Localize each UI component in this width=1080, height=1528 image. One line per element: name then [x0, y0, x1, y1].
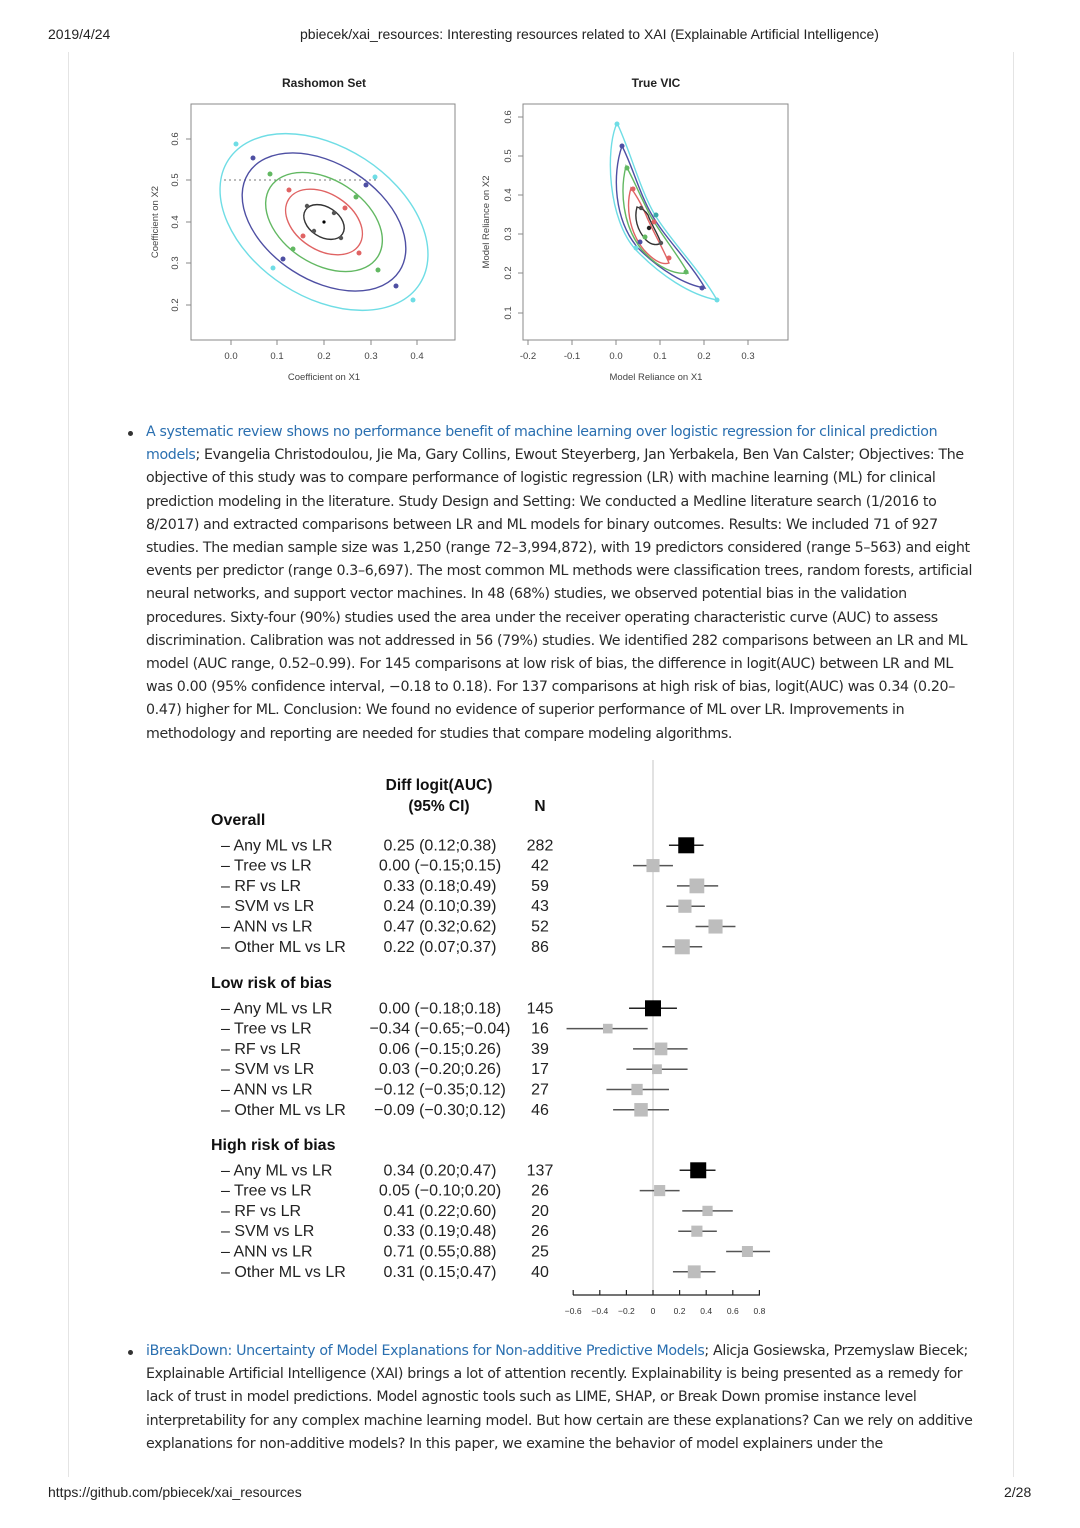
- forest-xtick: −0.2: [618, 1306, 635, 1316]
- forest-row-n: 39: [531, 1040, 549, 1058]
- right-xtick: 0.3: [741, 351, 755, 362]
- forest-xtick: 0.2: [673, 1306, 686, 1316]
- forest-row-label: – RF vs LR: [221, 1040, 302, 1058]
- right-ytick: 0.2: [503, 266, 514, 280]
- forest-row-label: – ANN vs LR: [221, 1081, 313, 1099]
- forest-group-heading: High risk of bias: [211, 1137, 336, 1154]
- right-xtick: 0.1: [653, 351, 667, 362]
- forest-header-estimate: Diff logit(AUC): [385, 777, 493, 794]
- forest-row-estimate: 0.34 (0.20;0.47): [383, 1162, 497, 1180]
- forest-row-n: 25: [531, 1243, 549, 1261]
- forest-point-marker: [655, 1043, 668, 1056]
- forest-row-label: – SVM vs LR: [221, 898, 315, 916]
- forest-row-label: – Tree vs LR: [221, 1020, 312, 1038]
- print-page-title: pbiecek/xai_resources: Interesting resources related to XAI (Explainable Artificial Intelligence): [300, 26, 879, 42]
- content-border-right: [1013, 52, 1014, 1477]
- forest-row-estimate: 0.06 (−0.15;0.26): [378, 1040, 502, 1058]
- forest-point-marker: [691, 1226, 702, 1237]
- forest-row-n: 26: [531, 1223, 549, 1241]
- right-ytick: 0.6: [503, 110, 514, 124]
- forest-point-marker: [708, 919, 722, 933]
- forest-row-estimate: 0.00 (−0.15;0.15): [378, 857, 502, 875]
- forest-row-label: – Tree vs LR: [221, 1182, 312, 1200]
- forest-row-n: 59: [531, 877, 549, 895]
- forest-point-marker: [688, 1265, 701, 1278]
- paper-link[interactable]: iBreakDown: Uncertainty of Model Explanations for Non-additive Predictive Models: [146, 1343, 705, 1359]
- paper-link[interactable]: A systematic review shows no performance benefit of machine learning over logistic regression for clinical prediction models: [146, 424, 938, 464]
- forest-row-estimate: 0.47 (0.32;0.62): [383, 918, 497, 936]
- forest-row-label: – ANN vs LR: [221, 1243, 313, 1261]
- forest-xtick: 0.6: [726, 1306, 739, 1316]
- forest-row-n: 20: [531, 1202, 549, 1220]
- right-ytick: 0.1: [503, 306, 514, 320]
- forest-row-estimate: −0.34 (−0.65;−0.04): [369, 1020, 511, 1038]
- right-ytick: 0.5: [503, 149, 514, 163]
- paper-description: ; Evangelia Christodoulou, Jie Ma, Gary Collins, Ewout Steyerberg, Jan Yerbakela, Ben Van Calster; Objectives: The objective of this study was to compare performance of logistic regression (LR) with machine learning (ML) for clinical prediction modeling in the literature. Study Design and Setting: We conducted a Medline literature search (1/2016 to 8/2017) and extracted comparisons between LR and ML models for binary outcomes. Results: We included 71 of 927 studies. The median sample size was 1,250 (range 72–3,994,872), with 19 predictors considered (range 5–563) and eight events per predictor (range 0.3–6,697). The most common ML methods were classification trees, random forests, artificial neural networks, and support vector machines. In 48 (68%) studies, we observed potential bias in the validation procedures. Sixty-four (90%) studies used the area under the receiver operating characteristic curve (AUC) to assess discrimination. Calibration was not addressed in 56 (79%) studies. We identified 282 comparisons between an LR and ML model (AUC range, 0.52–0.99). For 145 comparisons at low risk of bias, the difference in logit(AUC) between LR and ML was 0.00 (95% confidence interval, −0.18 to 0.18). For 137 comparisons at high risk of bias, logit(AUC) was 0.34 (0.20–0.47) higher for ML. Conclusion: We found no evidence of superior performance of ML over LR. Improvements in methodology and reporting are needed for studies that compare modeling algorithms.: [146, 447, 973, 742]
- forest-row-n: 16: [531, 1020, 549, 1038]
- forest-point-marker: [675, 939, 690, 954]
- forest-point-marker: [631, 1084, 642, 1095]
- content-border-left: [68, 52, 69, 1477]
- right-xtick: -0.1: [563, 351, 581, 362]
- forest-row-estimate: 0.71 (0.55;0.88): [383, 1243, 497, 1261]
- forest-group-heading: Low risk of bias: [211, 975, 332, 992]
- bullet-icon: [128, 431, 133, 436]
- forest-row-n: 40: [531, 1263, 549, 1281]
- left-panel-title: Rashomon Set: [281, 76, 367, 90]
- forest-row-label: – Any ML vs LR: [221, 837, 333, 855]
- forest-row-n: 42: [531, 857, 549, 875]
- forest-row-label: – RF vs LR: [221, 1202, 302, 1220]
- left-ytick: 0.3: [170, 256, 181, 270]
- forest-row-label: – SVM vs LR: [221, 1061, 315, 1079]
- forest-row-label: – Other ML vs LR: [221, 938, 346, 956]
- paper-description: ; Alicja Gosiewska, Przemyslaw Biecek; Explainable Artificial Intelligence (XAI) brings a lot of attention recently. Explainability is being presented as a remedy for lack of trust in model predictions. Model agnostic tools such as LIME, SHAP, or Break Down promise instance level interpretability for any complex machine learning model. But how certain are these explanations? Can we rely on additive explanations for non-additive models? In this paper, we examine the behavior of model explainers under the: [146, 1343, 973, 1452]
- forest-row-n: 17: [531, 1061, 549, 1079]
- forest-row-n: 43: [531, 898, 549, 916]
- forest-row-n: 282: [526, 837, 554, 855]
- forest-row-label: – Other ML vs LR: [221, 1263, 346, 1281]
- left-xlabel: Coefficient on X1: [287, 372, 361, 383]
- forest-point-marker: [646, 859, 659, 872]
- forest-xtick: 0.4: [700, 1306, 713, 1316]
- forest-row-estimate: 0.25 (0.12;0.38): [383, 837, 497, 855]
- left-ylabel: Coefficient on X2: [150, 185, 161, 259]
- right-xtick: 0.2: [697, 351, 711, 362]
- forest-row-label: – Tree vs LR: [221, 857, 312, 875]
- forest-point-marker: [603, 1024, 613, 1034]
- left-ytick: 0.4: [170, 215, 181, 229]
- forest-point-marker: [678, 900, 691, 913]
- forest-row-estimate: 0.00 (−0.18;0.18): [378, 1000, 502, 1018]
- forest-point-marker: [654, 1185, 665, 1196]
- forest-row-estimate: 0.33 (0.19;0.48): [383, 1223, 497, 1241]
- print-page-number: 2/28: [1004, 1484, 1032, 1500]
- right-ylabel: Model Reliance on X2: [481, 175, 492, 269]
- left-xtick: 0.1: [270, 351, 284, 362]
- forest-row-label: – ANN vs LR: [221, 918, 313, 936]
- left-ytick: 0.6: [170, 132, 181, 146]
- forest-xtick: −0.4: [591, 1306, 609, 1316]
- left-xtick: 0.4: [410, 351, 424, 362]
- left-ytick: 0.5: [170, 173, 181, 187]
- forest-row-label: – SVM vs LR: [221, 1223, 315, 1241]
- left-xtick: 0.0: [224, 351, 238, 362]
- forest-summary-marker: [678, 837, 694, 853]
- left-xtick: 0.3: [364, 351, 378, 362]
- forest-row-n: 52: [531, 918, 549, 936]
- right-xlabel: Model Reliance on X1: [609, 372, 703, 383]
- forest-row-n: 46: [531, 1101, 549, 1119]
- left-xtick: 0.2: [317, 351, 331, 362]
- left-ytick: 0.2: [170, 298, 181, 312]
- forest-row-n: 86: [531, 938, 549, 956]
- forest-header-n: N: [534, 798, 546, 815]
- right-ytick: 0.3: [503, 227, 514, 241]
- forest-row-n: 27: [531, 1081, 549, 1099]
- resource-list-item: [120, 1340, 980, 1456]
- forest-xtick: −0.6: [564, 1306, 582, 1316]
- right-ytick: 0.4: [503, 188, 514, 202]
- forest-summary-marker: [645, 1000, 661, 1016]
- forest-row-n: 145: [526, 1000, 554, 1018]
- rashomon-figure: [140, 64, 820, 394]
- forest-summary-marker: [690, 1162, 706, 1178]
- bullet-icon: [128, 1350, 133, 1355]
- forest-row-estimate: 0.41 (0.22;0.60): [383, 1202, 497, 1220]
- forest-row-estimate: −0.09 (−0.30;0.12): [374, 1101, 506, 1119]
- right-panel-title: True VIC: [631, 76, 681, 90]
- forest-row-n: 137: [526, 1162, 554, 1180]
- forest-point-marker: [634, 1103, 647, 1116]
- forest-row-estimate: 0.31 (0.15;0.47): [383, 1263, 497, 1281]
- forest-row-estimate: 0.33 (0.18;0.49): [383, 877, 497, 895]
- forest-row-estimate: 0.22 (0.07;0.37): [383, 938, 497, 956]
- forest-group-heading: Overall: [211, 812, 266, 829]
- forest-row-estimate: 0.05 (−0.10;0.20): [378, 1182, 502, 1200]
- forest-row-label: – Any ML vs LR: [221, 1000, 333, 1018]
- forest-plot: [200, 760, 800, 1320]
- forest-point-marker: [652, 1064, 662, 1074]
- forest-row-label: – RF vs LR: [221, 877, 302, 895]
- print-url: https://github.com/pbiecek/xai_resources: [48, 1484, 302, 1500]
- forest-row-estimate: −0.12 (−0.35;0.12): [374, 1081, 506, 1099]
- print-date: 2019/4/24: [48, 26, 111, 42]
- forest-row-estimate: 0.24 (0.10;0.39): [383, 898, 497, 916]
- resource-list-item: [120, 421, 980, 746]
- forest-row-estimate: 0.03 (−0.20;0.26): [378, 1061, 502, 1079]
- right-xtick: -0.2: [519, 351, 537, 362]
- right-xtick: 0.0: [609, 351, 623, 362]
- forest-row-label: – Any ML vs LR: [221, 1162, 333, 1180]
- forest-xtick: 0: [650, 1306, 656, 1316]
- forest-row-n: 26: [531, 1182, 549, 1200]
- forest-point-marker: [690, 879, 705, 894]
- forest-xtick: 0.8: [753, 1306, 766, 1316]
- forest-header-ci: (95% CI): [408, 798, 470, 815]
- forest-point-marker: [742, 1246, 753, 1257]
- forest-row-label: – Other ML vs LR: [221, 1101, 346, 1119]
- forest-point-marker: [702, 1206, 712, 1216]
